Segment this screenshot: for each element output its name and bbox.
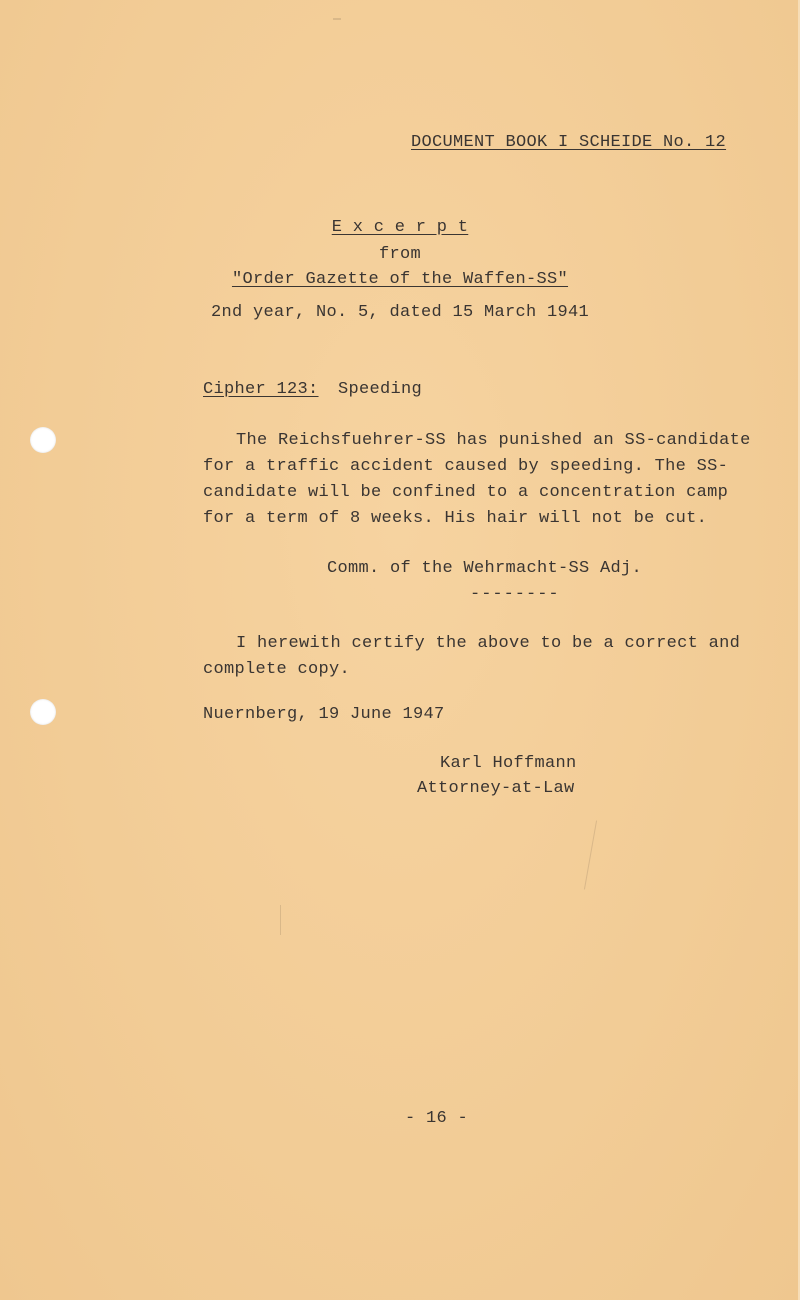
paper-fleck [333,18,341,20]
page-number: - 16 - [405,1109,469,1128]
signatory-name: Karl Hoffmann [440,754,577,773]
title-from: from [378,245,421,264]
cipher-label: Cipher 123: [203,380,319,399]
title-excerpt: E x c e r p t [331,218,469,237]
punch-hole-bottom [30,699,56,725]
body-line: for a term of 8 weeks. His hair will not be cut. [203,509,708,528]
signatory-title: Attorney-at-Law [417,779,575,798]
paper-fleck [280,905,281,935]
separator-dashes: -------- [470,585,560,604]
place-date: Nuernberg, 19 June 1947 [203,705,445,724]
paper-fleck [584,820,597,889]
title-source: "Order Gazette of the Waffen-SS" [231,270,569,289]
signed-by: Comm. of the Wehrmacht-SS Adj. [327,559,643,578]
body-line: The Reichsfuehrer-SS has punished an SS-candidate [236,431,751,450]
certify-line: complete copy. [203,660,351,679]
body-line: for a traffic accident caused by speeding. The SS- [203,457,729,476]
title-issue: 2nd year, No. 5, dated 15 March 1941 [210,303,590,322]
punch-hole-top [30,427,56,453]
certify-line: I herewith certify the above to be a correct and [236,634,741,653]
cipher-subject: Speeding [338,380,423,399]
body-line: candidate will be confined to a concentration camp [203,483,729,502]
document-header: DOCUMENT BOOK I SCHEIDE No. 12 [411,133,727,152]
